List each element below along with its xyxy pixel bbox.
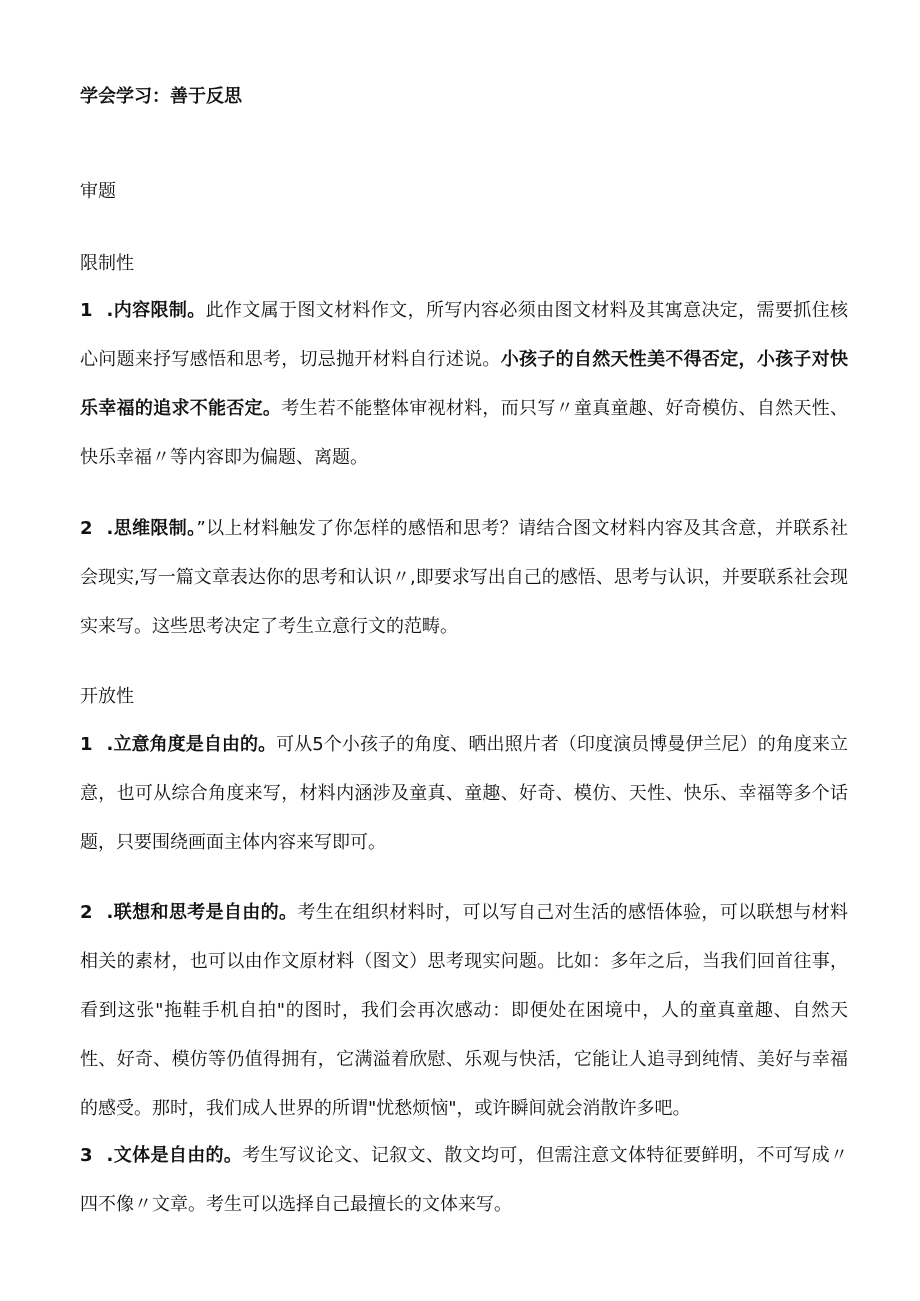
item-lead: .立意角度是自由的。 <box>106 734 277 755</box>
section-heading-restrictive: 限制性 <box>80 253 134 274</box>
item-lead: .内容限制。 <box>106 300 206 321</box>
item-text: 考生写议论文、记叙文、散文均可，但需注意文体特征要鲜明，不可写成〃四不像〃文章。考生可以选择自己最擅长的文体来写。 <box>80 1145 848 1215</box>
openness-item-2 <box>80 888 848 1133</box>
section-heading-review: 审题 <box>80 181 116 202</box>
section-heading-openness: 开放性 <box>80 686 134 707</box>
restrictive-item-1 <box>80 286 848 482</box>
item-text: 可从5个小孩子的角度、晒出照片者（印度演员博曼伊兰尼）的角度来立意，也可从综合角度来写，材料内涵涉及童真、童趣、好奇、模仿、天性、快乐、幸福等多个话题，只要围绕画面主体内容来写即可。 <box>80 734 849 853</box>
item-lead: .联想和思考是自由的。 <box>106 902 298 923</box>
item-number: 3 <box>80 1145 93 1166</box>
openness-item-3 <box>80 1131 848 1229</box>
document-title: 学会学习：善于反思 <box>80 86 242 107</box>
item-lead: .文体是自由的。 <box>106 1145 243 1166</box>
item-text: ”以上材料触发了你怎样的感悟和思考？请结合图文材料内容及其含意，并联系社会现实,写一篇文章表达你的思考和认识〃,即要求写出自己的感悟、思考与认识，并要联系社会现实来写。这些思考决定了考生立意行文的范畴。 <box>80 518 848 637</box>
item-number: 2 <box>80 902 93 923</box>
openness-item-1 <box>80 720 848 867</box>
item-emphasis: 小孩子的自然天性美不得否定，小孩子对快乐幸福的追求不能否定。 <box>80 349 849 419</box>
item-text: 考生若不能整体审视材料，而只写〃童真童趣、好奇模仿、自然天性、快乐幸福〃等内容即为偏题、离题。 <box>80 398 848 468</box>
item-number: 1 <box>80 734 93 755</box>
item-number: 2 <box>80 518 93 539</box>
item-text: 此作文属于图文材料作文，所写内容必须由图文材料及其寓意决定，需要抓住核心问题来抒写感悟和思考，切忌抛开材料自行述说。 <box>80 300 848 370</box>
item-number: 1 <box>80 300 93 321</box>
item-text: 考生在组织材料时，可以写自己对生活的感悟体验，可以联想与材料相关的素材，也可以由作文原材料（图文）思考现实问题。比如：多年之后，当我们回首往事，看到这张"拖鞋手机自拍"的图时，我们会再次感动：即便处在困境中，人的童真童趣、自然天性、好奇、模仿等仍值得拥有，它满溢着欣慰、乐观与快活，它能让人追寻到纯情、美好与幸福的感受。那时，我们成人世界的所谓"忧愁烦恼"，或许瞬间就会消散许多吧。 <box>80 902 848 1119</box>
restrictive-item-2 <box>80 504 848 651</box>
item-lead: .思维限制。 <box>106 518 197 539</box>
